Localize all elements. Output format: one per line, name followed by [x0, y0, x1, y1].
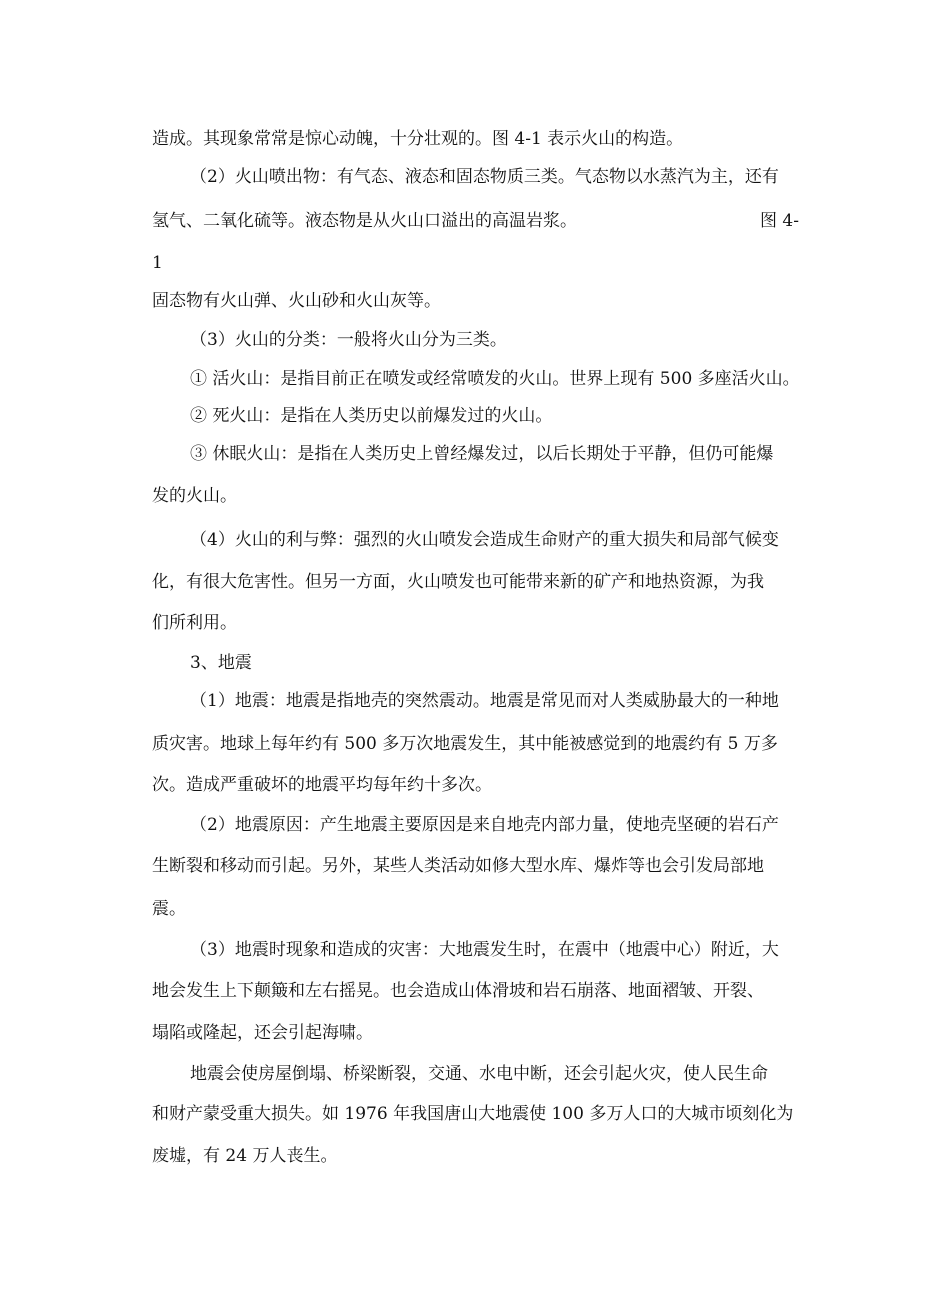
body-line: 生断裂和移动而引起。另外，某些人类活动如修大型水库、爆炸等也会引发局部地 — [152, 856, 764, 876]
body-line: ① 活火山：是指目前正在喷发或经常喷发的火山。世界上现有 500 多座活火山。 — [190, 369, 800, 389]
body-line: 造成。其现象常常是惊心动魄，十分壮观的。图 4-1 表示火山的构造。 — [152, 129, 684, 149]
body-line: 1 — [152, 253, 163, 273]
body-line: 和财产蒙受重大损失。如 1976 年我国唐山大地震使 100 多万人口的大城市顷刻化为 — [152, 1104, 794, 1124]
body-line: （1）地震：地震是指地壳的突然震动。地震是常见而对人类威胁最大的一种地 — [190, 691, 779, 711]
body-line: 固态物有火山弹、火山砂和火山灰等。 — [152, 291, 441, 311]
body-line: 们所利用。 — [152, 613, 237, 633]
body-line: 震。 — [152, 899, 186, 919]
body-line: ② 死火山：是指在人类历史以前爆发过的火山。 — [190, 406, 553, 426]
section-heading: 3、地震 — [190, 653, 252, 673]
body-line: 氢气、二氧化硫等。液态物是从火山口溢出的高温岩浆。 — [152, 211, 577, 231]
body-line: 化，有很大危害性。但另一方面，火山喷发也可能带来新的矿产和地热资源，为我 — [152, 572, 764, 592]
body-line: 质灾害。地球上每年约有 500 多万次地震发生，其中能被感觉到的地震约有 5 万多 — [152, 734, 778, 754]
body-line: （2）火山喷出物：有气态、液态和固态物质三类。气态物以水蒸汽为主，还有 — [190, 167, 779, 187]
body-line: 地震会使房屋倒塌、桥梁断裂，交通、水电中断，还会引起火灾，使人民生命 — [190, 1064, 768, 1084]
body-line: ③ 休眠火山：是指在人类历史上曾经爆发过，以后长期处于平静，但仍可能爆 — [190, 444, 774, 464]
body-line: 次。造成严重破坏的地震平均每年约十多次。 — [152, 775, 492, 795]
figure-label: 图 4- — [760, 211, 799, 231]
body-line: （3）火山的分类：一般将火山分为三类。 — [190, 330, 507, 350]
body-line: 废墟，有 24 万人丧生。 — [152, 1146, 338, 1166]
body-line: （2）地震原因：产生地震主要原因是来自地壳内部力量，使地壳坚硬的岩石产 — [190, 815, 779, 835]
body-line: 发的火山。 — [152, 486, 237, 506]
body-line: 地会发生上下颠簸和左右摇晃。也会造成山体滑坡和岩石崩落、地面褶皱、开裂、 — [152, 981, 764, 1001]
body-line: （3）地震时现象和造成的灾害：大地震发生时，在震中（地震中心）附近，大 — [190, 940, 779, 960]
body-line: （4）火山的利与弊：强烈的火山喷发会造成生命财产的重大损失和局部气候变 — [190, 530, 779, 550]
body-line: 塌陷或隆起，还会引起海啸。 — [152, 1023, 373, 1043]
